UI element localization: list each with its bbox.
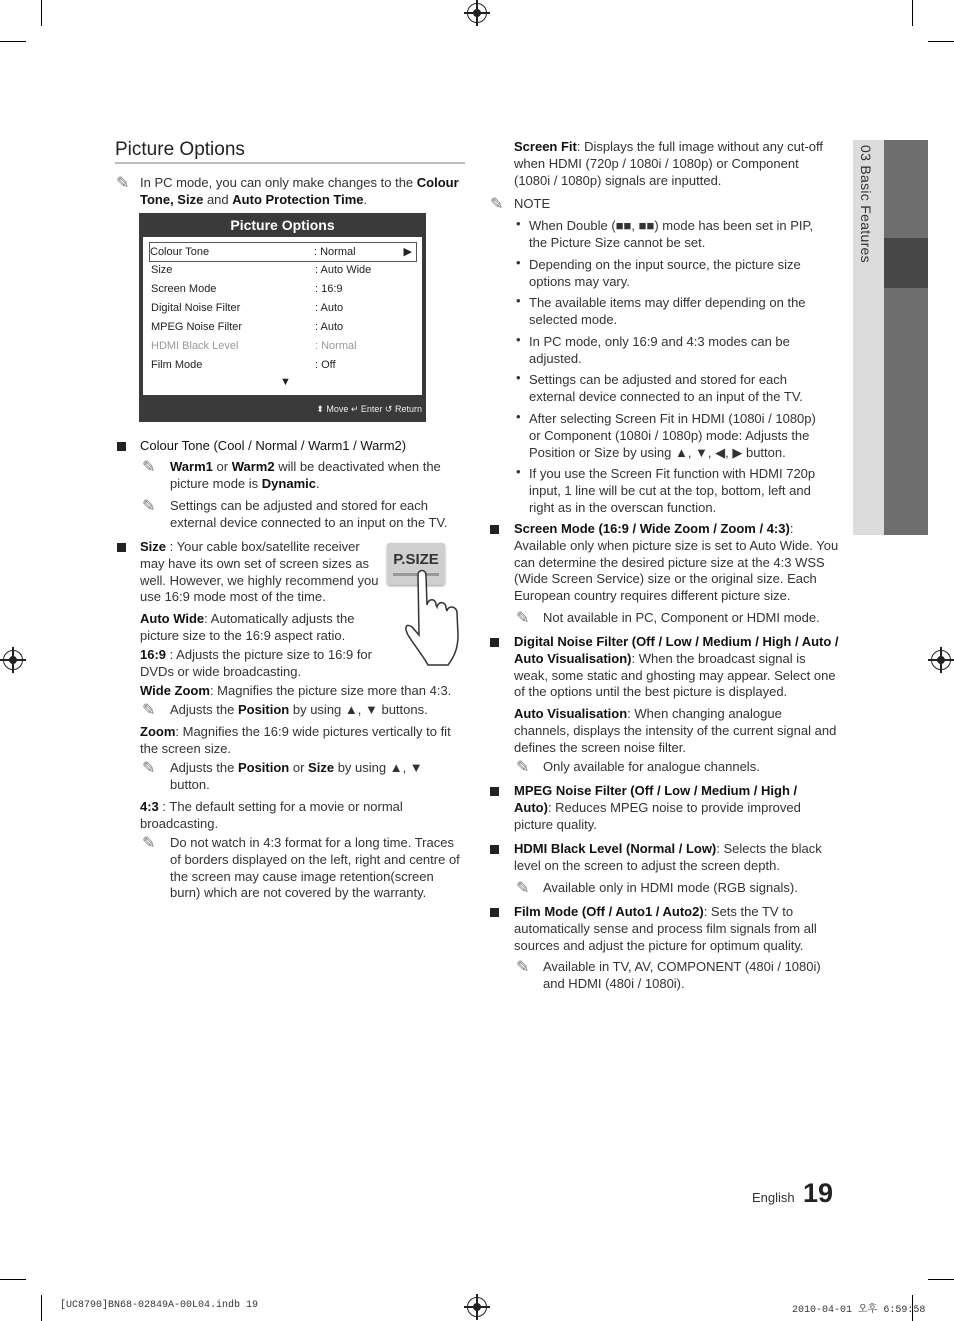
hand-pointer-icon <box>400 565 470 667</box>
43-description: 4:3 : The default setting for a movie or normal broadcasting. <box>140 799 403 831</box>
bullet-dot: • <box>516 293 521 308</box>
colour-tone-heading: Colour Tone (Cool / Normal / Warm1 / Warm2) <box>140 438 407 453</box>
note-bullet: If you use the Screen Fit function with HDMI 720p input, 1 line will be cut at the top, bottom, left and right as in the overscan function. <box>529 466 816 515</box>
note-icon: ✎ <box>142 833 156 852</box>
screen-mode-note: Not available in PC, Component or HDMI mode. <box>543 610 820 625</box>
wide-zoom-note: Adjusts the Position by using ▲, ▼ buttons. <box>170 702 428 717</box>
registration-mark-icon <box>931 650 951 670</box>
p-size-button: P.SIZE <box>387 543 445 585</box>
auto-wide-description: Auto Wide: Automatically adjusts the picture size to the 16:9 aspect ratio. <box>140 611 355 643</box>
hdmi-black-level-description: HDMI Black Level (Normal / Low): Selects the black level on the screen to adjust the screen depth. <box>514 841 822 873</box>
size-description: Size : Your cable box/satellite receiver may have its own set of screen sizes as well. However, we highly recommend you use 16:9 mode most of the time. <box>140 539 379 605</box>
registration-mark-icon <box>467 1297 487 1317</box>
screen-fit-description: Screen Fit: Displays the full image without any cut-off when HDMI (720p / 1080i / 1080p) or Component (1080i / 1080p) signals are inputted. <box>514 139 824 188</box>
title-rule <box>115 162 465 164</box>
menu-footer-hints: ⬍ Move ↵ Enter ↺ Return <box>316 404 422 414</box>
colour-tone-note-1: Warm1 or Warm2 will be deactivated when the picture mode is Dynamic. <box>170 459 441 491</box>
note-icon: ✎ <box>516 878 530 897</box>
crop-mark <box>928 1279 954 1280</box>
bullet-square <box>490 638 499 647</box>
side-tab-band <box>884 140 928 535</box>
scroll-down-icon[interactable]: ▼ <box>280 376 291 388</box>
bullet-square <box>117 543 126 552</box>
print-footer-file: [UC8790]BN68-02849A-00L04.indb 19 <box>60 1300 259 1311</box>
note-icon: ✎ <box>516 608 530 627</box>
note-icon: ✎ <box>142 457 156 476</box>
bullet-dot: • <box>516 370 521 385</box>
note-icon: ✎ <box>516 757 530 776</box>
print-footer-timestamp: 2010-04-01 오후 6:59:58 <box>792 1305 926 1316</box>
bullet-dot: • <box>516 255 521 270</box>
menu-item-hdmi-black-level: HDMI Black Level : Normal <box>151 340 357 352</box>
menu-item-screen-mode[interactable]: Screen Mode : 16:9 <box>151 283 343 295</box>
colour-tone-note-2: Settings can be adjusted and stored for each external device connected to an input on the TV. <box>170 498 448 530</box>
auto-visualisation-description: Auto Visualisation: When changing analogue channels, displays the intensity of the current signal and defines the screen noise filter. <box>514 706 837 755</box>
chapter-label: 03 Basic Features <box>858 145 874 263</box>
menu-item-digital-noise-filter[interactable]: Digital Noise Filter : Auto <box>151 302 344 314</box>
wide-zoom-description: Wide Zoom: Magnifies the picture size more than 4:3. <box>140 683 452 698</box>
note-icon: ✎ <box>490 194 504 213</box>
note-icon: ✎ <box>142 700 156 719</box>
screen-mode-description: Screen Mode (16:9 / Wide Zoom / Zoom / 4:3): Available only when picture size is set to Auto Wide. You can determine the desired picture size at the 4:3 WSS (Wide Screen Service) size or the original size. Each European country requires different picture size. <box>514 521 839 604</box>
bullet-square <box>490 525 499 534</box>
note-icon: ✎ <box>116 173 130 192</box>
page-title: Picture Options <box>115 139 245 160</box>
note-bullet: Depending on the input source, the picture size options may vary. <box>529 257 801 289</box>
crop-mark <box>928 41 954 42</box>
note-label: NOTE <box>514 196 551 211</box>
dnf-description: Digital Noise Filter (Off / Low / Medium / High / Auto / Auto Visualisation): When the broadcast signal is weak, some static and ghosting may appear. Select one of the options until the best picture is displayed. <box>514 634 839 700</box>
film-mode-description: Film Mode (Off / Auto1 / Auto2): Sets the TV to automatically sense and process film signals from all sources and adjust the picture for optimum quality. <box>514 904 817 953</box>
menu-item-colour-tone[interactable]: Colour Tone : Normal ▶ <box>149 242 417 262</box>
menu-item-film-mode[interactable]: Film Mode : Off <box>151 359 336 371</box>
bullet-dot: • <box>516 464 521 479</box>
bullet-square <box>490 908 499 917</box>
pc-note: In PC mode, you can only make changes to the Colour Tone, Size and Auto Protection Time. <box>140 175 459 207</box>
note-icon: ✎ <box>516 957 530 976</box>
crop-mark <box>0 1279 26 1280</box>
43-note: Do not watch in 4:3 format for a long time. Traces of borders displayed on the left, right and centre of the screen may cause image retention(screen burn) which are not covered by the warranty. <box>170 835 460 901</box>
film-mode-note: Available in TV, AV, COMPONENT (480i / 1080i) and HDMI (480i / 1080i). <box>543 959 821 991</box>
zoom-note: Adjusts the Position or Size by using ▲, ▼ button. <box>170 760 423 792</box>
menu-item-mpeg-noise-filter[interactable]: MPEG Noise Filter : Auto <box>151 321 344 333</box>
hdmi-note: Available only in HDMI mode (RGB signals). <box>543 880 798 895</box>
menu-list <box>143 237 422 395</box>
menu-item-size[interactable]: Size : Auto Wide <box>151 264 372 276</box>
note-bullet: In PC mode, only 16:9 and 4:3 modes can be adjusted. <box>529 334 790 366</box>
note-bullet: Settings can be adjusted and stored for each external device connected to an input of the TV. <box>529 372 803 404</box>
zoom-description: Zoom: Magnifies the 16:9 wide pictures vertically to fit the screen size. <box>140 724 451 756</box>
bullet-dot: • <box>516 409 521 424</box>
note-bullet: After selecting Screen Fit in HDMI (1080i / 1080p) or Component (1080i / 1080p) mode: Adjusts the Position or Size by using ▲, ▼, ◀, ▶ button. <box>529 411 816 460</box>
bullet-square <box>490 787 499 796</box>
169-description: 16:9 : Adjusts the picture size to 16:9 for DVDs or wide broadcasting. <box>140 647 372 679</box>
note-bullet: When Double (■■, ■■) mode has been set in PIP, the Picture Size cannot be set. <box>529 218 814 250</box>
page-language: English <box>752 1190 795 1205</box>
bullet-square <box>117 442 126 451</box>
crop-mark <box>41 0 42 26</box>
mpeg-description: MPEG Noise Filter (Off / Low / Medium / High / Auto): Reduces MPEG noise to provide improved picture quality. <box>514 783 801 832</box>
auto-visualisation-note: Only available for analogue channels. <box>543 759 760 774</box>
note-bullet: The available items may differ depending on the selected mode. <box>529 295 806 327</box>
menu-title: Picture Options <box>230 217 335 233</box>
side-tab-marker <box>884 238 928 288</box>
bullet-dot: • <box>516 216 521 231</box>
crop-mark <box>0 41 26 42</box>
registration-mark-icon <box>3 650 23 670</box>
arrow-right-icon: ▶ <box>403 246 412 258</box>
bullet-square <box>490 845 499 854</box>
page-number: 19 <box>803 1178 834 1208</box>
crop-mark <box>912 0 913 26</box>
bullet-dot: • <box>516 332 521 347</box>
picture-options-menu <box>139 213 426 422</box>
crop-mark <box>41 1295 42 1321</box>
note-icon: ✎ <box>142 496 156 515</box>
note-icon: ✎ <box>142 758 156 777</box>
registration-mark-icon <box>467 3 487 23</box>
